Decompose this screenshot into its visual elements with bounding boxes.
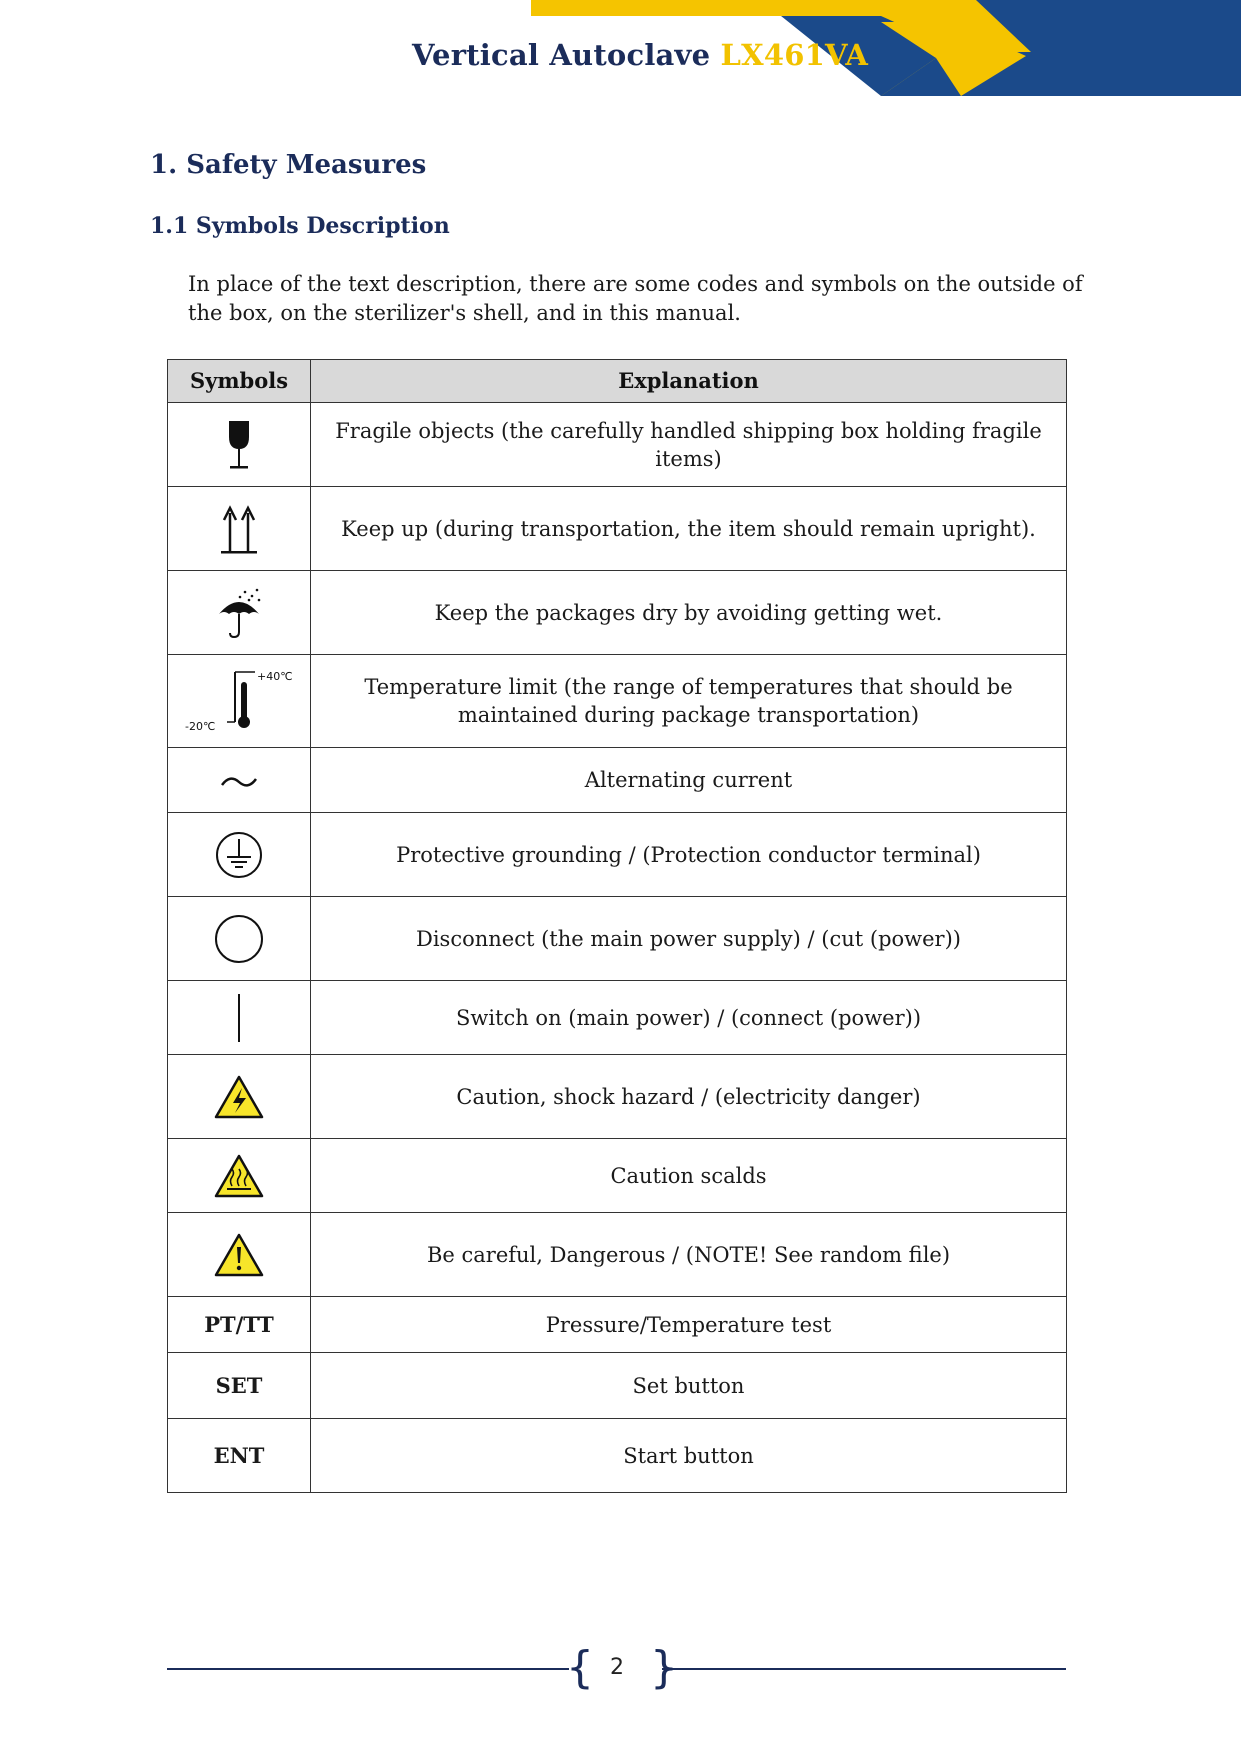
table-row	[168, 571, 1067, 655]
symbol-cell	[168, 1055, 311, 1139]
document-title	[412, 38, 868, 72]
table-row	[168, 655, 1067, 748]
explanation-cell: Keep the packages dry by avoiding getting wet.	[311, 571, 1067, 655]
hot-surface-icon	[213, 1153, 265, 1199]
symbol-cell	[168, 1213, 311, 1297]
subsection-heading: 1.1 Symbols Description	[150, 213, 450, 239]
explanation-cell: Keep up (during transportation, the item should remain upright).	[311, 487, 1067, 571]
explanation-cell: Pressure/Temperature test	[311, 1297, 1067, 1353]
footer-right-brace: }	[650, 1642, 678, 1693]
header-symbols: Symbols	[168, 360, 311, 403]
symbol-cell	[168, 813, 311, 897]
intro-paragraph: In place of the text description, there are some codes and symbols on the outside of the box, on the sterilizer's shell, and in this manual.	[188, 272, 1083, 325]
table-row	[168, 1055, 1067, 1139]
explanation-cell: Alternating current	[311, 748, 1067, 813]
symbol-cell	[168, 1139, 311, 1213]
title-model: LX461VA	[720, 38, 869, 72]
this-way-up-arrows-icon	[217, 503, 261, 555]
footer-left-brace: {	[566, 1642, 594, 1693]
explanation-cell: Caution, shock hazard / (electricity danger)	[311, 1055, 1067, 1139]
table-row	[168, 1297, 1067, 1353]
table-row	[168, 403, 1067, 487]
explanation-cell: Fragile objects (the carefully handled shipping box holding fragile items)	[311, 403, 1067, 487]
table-row	[168, 1419, 1067, 1493]
power-off-circle-icon	[212, 912, 266, 966]
explanation-cell: Switch on (main power) / (connect (power))	[311, 981, 1067, 1055]
symbol-cell	[168, 403, 311, 487]
shock-hazard-icon	[213, 1074, 265, 1120]
header-explanation: Explanation	[311, 360, 1067, 403]
general-warning-icon	[213, 1232, 265, 1278]
symbols-table	[167, 359, 1067, 1493]
keep-dry-umbrella-icon	[215, 586, 263, 640]
section-heading: 1. Safety Measures	[150, 150, 427, 180]
symbol-cell	[168, 571, 311, 655]
protective-ground-icon	[213, 829, 265, 881]
table-row	[168, 1139, 1067, 1213]
explanation-cell: Start button	[311, 1419, 1067, 1493]
code-cell: PT/TT	[168, 1297, 311, 1353]
symbol-cell	[168, 981, 311, 1055]
temp-low-label: -20℃	[185, 720, 216, 733]
symbol-cell	[168, 897, 311, 981]
fragile-glass-icon	[219, 417, 259, 473]
table-row	[168, 487, 1067, 571]
symbol-cell	[168, 655, 311, 748]
temperature-limit-icon	[181, 668, 297, 734]
table-row	[168, 813, 1067, 897]
symbol-cell	[168, 748, 311, 813]
temp-high-label: +40℃	[257, 670, 293, 683]
page-number: 2	[610, 1655, 624, 1680]
footer-rule-left	[167, 1668, 569, 1670]
table-row	[168, 981, 1067, 1055]
explanation-cell: Temperature limit (the range of temperatures that should be maintained during package transportation)	[311, 655, 1067, 748]
table-row	[168, 1213, 1067, 1297]
explanation-cell: Caution scalds	[311, 1139, 1067, 1213]
symbol-cell	[168, 487, 311, 571]
footer-rule-right	[662, 1668, 1066, 1670]
explanation-cell: Disconnect (the main power supply) / (cut (power))	[311, 897, 1067, 981]
table-row	[168, 1353, 1067, 1419]
code-cell: SET	[168, 1353, 311, 1419]
table-row	[168, 748, 1067, 813]
table-row	[168, 897, 1067, 981]
title-main: Vertical Autoclave	[412, 38, 711, 72]
code-cell: ENT	[168, 1419, 311, 1493]
explanation-cell: Set button	[311, 1353, 1067, 1419]
power-on-line-icon	[234, 992, 244, 1044]
table-header-row	[168, 360, 1067, 403]
explanation-cell: Protective grounding / (Protection conductor terminal)	[311, 813, 1067, 897]
alternating-current-icon	[219, 772, 259, 792]
explanation-cell: Be careful, Dangerous / (NOTE! See random file)	[311, 1213, 1067, 1297]
